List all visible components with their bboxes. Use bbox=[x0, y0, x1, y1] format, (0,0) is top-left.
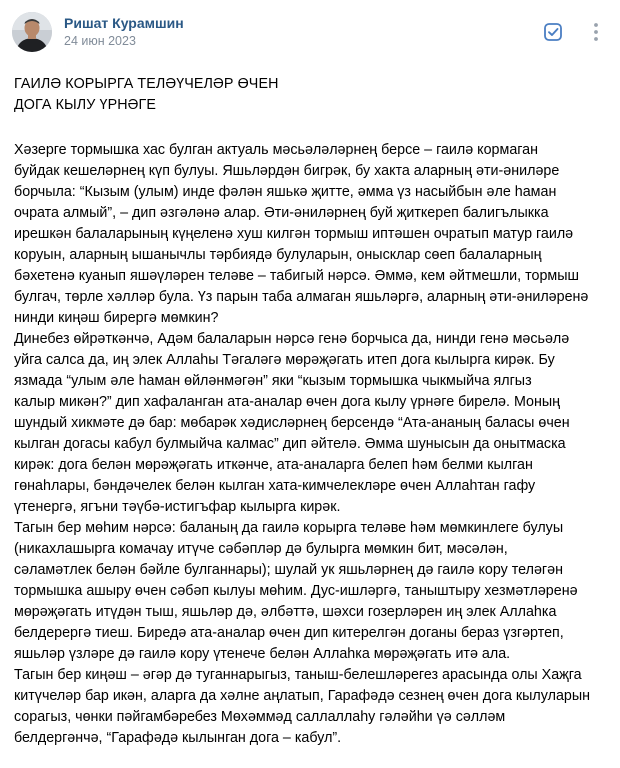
body-line: кылган догасы кабул булмыйча калмас” дип әйтелә. Әмма шунысын да онытмаска bbox=[14, 436, 566, 452]
body-line: кирәк: дога белән мөрәҗәгать иткәнче, ата-аналарга белеп һәм белми кылган bbox=[14, 457, 533, 473]
body-line: тормышка ашыру өчен сәбәп кылуы мөһим. Дус-ишләргә, таныштыру хезмәтләренә bbox=[14, 583, 578, 599]
body-line: нинди киңәш бирергә мөмкин? bbox=[14, 310, 219, 326]
body-line: яшьләр үзләре дә гаилә кору үтенече белән Аллаһка мөрәҗәгать итә ала. bbox=[14, 646, 511, 662]
body-line: ирешкән балаларының күңеленә хуш килгән тормыш иптәшен очратып матур гаилә bbox=[14, 226, 574, 242]
body-line: шундый хикмәте дә бар: мөбарәк хәдисләрнең берсендә “Ата-ананың баласы өчен bbox=[14, 415, 570, 431]
body-line: борчыла: “Кызым (улым) инде фәлән яшькә җитте, әмма үз насыйбын әле һаман bbox=[14, 184, 557, 200]
body-line: уйга салса да, иң элек Аллаһы Тәгаләгә мөрәҗәгать итеп дога кылырга кирәк. Бу bbox=[14, 352, 555, 368]
body-line: Тагын бер мөһим нәрсә: баланың да гаилә корырга теләве һәм мөмкинлеге булуы bbox=[14, 520, 564, 536]
body-line: Динебез өйрәткәнчә, Адәм балаларын нәрсә генә борчыса да, нинди генә мәсьәлә bbox=[14, 331, 570, 347]
body-line: белдергәнчә, “Гарафәдә кылынган дога – кабул”. bbox=[14, 730, 342, 746]
avatar-image bbox=[12, 12, 52, 52]
post-title bbox=[14, 74, 604, 116]
body-line: буйдак кешеләрнең күп булуы. Яшьләрдән бигрәк, бу хакта аларның әти-әниләре bbox=[14, 163, 560, 179]
title-line: ДОГА КЫЛУ ҮРНӘГЕ bbox=[14, 97, 156, 113]
body-line: язмада “улым әле һаман өйләнмәгән” яки “кызым тормышка чыкмыйча ялгыз bbox=[14, 373, 532, 389]
post-body bbox=[14, 140, 614, 749]
post-date[interactable]: 24 июн 2023 bbox=[64, 34, 136, 48]
body-line: калыр микән?” дип хафаланган ата-аналар өчен дога кылу үрнәге бирелә. Моның bbox=[14, 394, 561, 410]
body-line: белдерергә тиеш. Биредә ата-аналар өчен дип китерелгән доганы бераз үзгәртеп, bbox=[14, 625, 564, 641]
author-name[interactable]: Ришат Курамшин bbox=[64, 15, 184, 31]
body-line: бәхетенә куанып яшәүләрен теләве – табигый нәрсә. Әммә, кем әйтмешли, тормыш bbox=[14, 268, 579, 284]
avatar[interactable] bbox=[12, 12, 52, 52]
title-line: ГАИЛӘ КОРЫРГА ТЕЛӘҮЧЕЛӘР ӨЧЕН bbox=[14, 76, 279, 92]
body-line: Хәзерге тормышка хас булган актуаль мәсьәләләрнең берсе – гаилә кормаган bbox=[14, 142, 539, 158]
body-line: булгач, төрле хәлләр була. Үз парын таба алмаган яшьләргә, аларның әти-әниләренә bbox=[14, 289, 589, 305]
body-line: үтенергә, ягъни тәүбә-истигъфар кылырга кирәк. bbox=[14, 499, 341, 515]
body-line: китүчеләр бар икән, аларга да хәлне аңлатып, Гарафәдә сезнең өчен дога кылуларын bbox=[14, 688, 591, 704]
body-line: Тагын бер киңәш – әгәр дә туганнарыгыз, таныш-белешләрегез арасында олы Хаҗга bbox=[14, 667, 582, 683]
checkbox-icon[interactable] bbox=[543, 22, 563, 42]
body-line: мөрәҗәгать итүдән тыш, яшьләр дә, әлбәттә, шәхси гозерләрен иң элек Аллаһка bbox=[14, 604, 557, 620]
post-header bbox=[12, 12, 608, 52]
body-line: очрата алмый”, – дип әзгәләнә алар. Әти-әниләрнең буй җиткереп балигълыкка bbox=[14, 205, 549, 221]
body-line: гөнаһлары, бәндәчелек белән кылган хата-кимчелекләре өчен Аллаһтан гафу bbox=[14, 478, 536, 494]
body-line: сәламәтлек белән бәйле булганнары); шулай ук яшьләрнең дә гаилә кору теләгән bbox=[14, 562, 563, 578]
body-line: (никахлашырга комачау итүче сәбәпләр дә булырга мөмкин бит, мәсәлән, bbox=[14, 541, 508, 557]
more-dots-icon[interactable] bbox=[585, 19, 607, 45]
body-line: коруын, аларның ышанычлы тәрбиядә булуларын, онысклар сөеп балаларның bbox=[14, 247, 542, 263]
body-line: сорагыз, чөнки пәйгамбәребез Мөхәммәд саллаллаһу гәләйһи үә сәлләм bbox=[14, 709, 506, 725]
